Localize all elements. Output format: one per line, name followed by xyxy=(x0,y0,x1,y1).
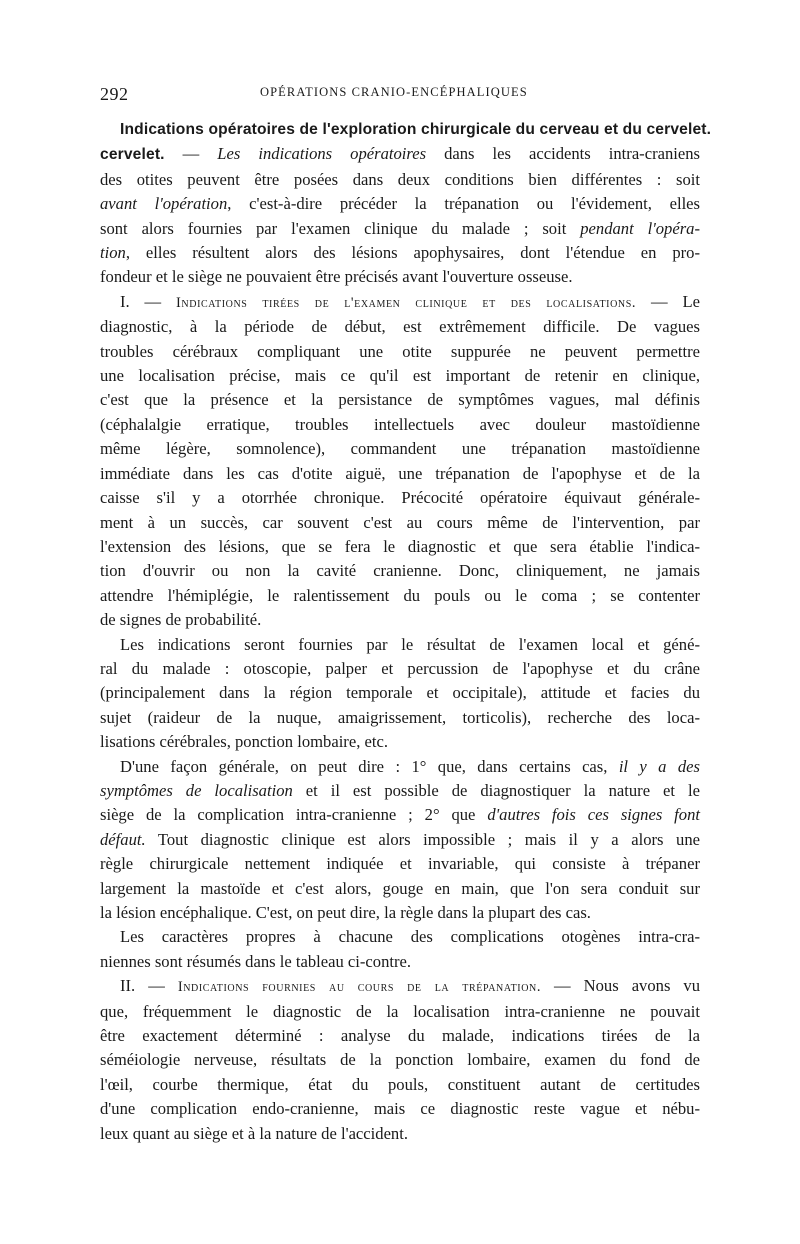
text-line: que, fréquemment le diagnostic de la localisation intra-cranienne ne pouvait xyxy=(100,1001,700,1021)
text-line: de signes de probabilité. xyxy=(100,610,262,630)
text-line: Les caractères propres à chacune des complications otogènes intra-cra- xyxy=(120,927,700,947)
text-line: II. — Indications fournies au cours de la trépanation. — Nous avons vu xyxy=(120,976,701,996)
text-line: leux quant au siège et à la nature de l'accident. xyxy=(100,1123,408,1143)
text-line: siège de la complication intra-cranienne ; 2° que d'autres fois ces signes font xyxy=(100,805,700,825)
text-line: sujet (raideur de la nuque, amaigrissement, torticolis), recherche des loca- xyxy=(100,707,700,727)
text-line: avant l'opération, c'est-à-dire précéder la trépanation ou l'évidement, elles xyxy=(100,194,701,214)
text-line: attendre l'hémiplégie, le ralentissement du pouls ou le coma ; se contenter xyxy=(100,585,700,605)
paragraph-indications-examen-clinique xyxy=(100,290,700,633)
section-heading: Indications opératoires de l'exploration chirurgicale du cerveau et du cervelet. xyxy=(120,121,712,138)
text-line: règle chirurgicale nettement indiquée et invariable, qui consiste à trépaner xyxy=(100,854,700,874)
text-line: lisations cérébrales, ponction lombaire, etc. xyxy=(100,732,388,752)
text-line: des otites peuvent être posées dans deux conditions bien différentes : soit xyxy=(100,169,700,189)
page-body xyxy=(100,117,712,1146)
text-line: c'est que la présence et la persistance de symptômes vagues, mal définis xyxy=(100,390,700,410)
text-line: cervelet. — Les indications opératoires dans les accidents intra-craniens xyxy=(100,144,700,164)
text-line: une localisation précise, mais ce qu'il est important de retenir en clinique, xyxy=(100,366,700,386)
text-line: diagnostic, à la période de début, est extrêmement difficile. De vagues xyxy=(100,317,700,337)
text-line: immédiate dans les cas d'otite aiguë, une trépanation de l'apophyse et de la xyxy=(100,463,700,483)
text-line: ment à un succès, car souvent c'est au cours même de l'intervention, par xyxy=(100,512,700,532)
paragraph-caracteres-propres xyxy=(100,925,700,974)
page-number: 292 xyxy=(100,84,129,104)
text-line: être exactement déterminé : analyse du malade, indications tirées de la xyxy=(100,1026,700,1046)
text-line: ral du malade : otoscopie, palper et percussion de l'apophyse et du crâne xyxy=(100,658,700,678)
text-line: troubles cérébraux compliquant une otite suppurée ne peuvent permettre xyxy=(100,341,700,361)
text-line: défaut. Tout diagnostic clinique est alors impossible ; mais il y a alors une xyxy=(100,829,700,849)
text-line: la lésion encéphalique. C'est, on peut dire, la règle dans la plupart des cas. xyxy=(100,903,591,922)
paragraph-indications-fournies xyxy=(100,633,700,755)
text-line: sont alors fournies par l'examen clinique du malade ; soit pendant l'opéra- xyxy=(100,218,700,238)
text-line: tion d'ouvrir ou non la cavité cranienne. Donc, cliniquement, ne jamais xyxy=(100,561,700,581)
text-line: (principalement dans la région temporale et occipitale), attitude et facies du xyxy=(100,683,700,703)
paragraph-indications-operatoires xyxy=(100,117,712,290)
text-line: l'extension des lésions, que se fera le diagnostic et que sera établie l'indica- xyxy=(100,536,700,556)
text-line xyxy=(100,117,712,142)
text-line: séméiologie nerveuse, résultats de la ponction lombaire, examen du fond de xyxy=(100,1050,700,1070)
text-line: fondeur et le siège ne pouvaient être précisés avant l'ouverture osseuse. xyxy=(100,267,573,287)
text-line: largement la mastoïde et c'est alors, gouge en main, que l'on sera conduit sur xyxy=(100,878,700,898)
paragraph-facon-generale xyxy=(100,755,700,926)
text-line: niennes sont résumés dans le tableau ci-contre. xyxy=(100,951,412,971)
text-line: (céphalalgie erratique, troubles intellectuels avec douleur mastoïdienne xyxy=(100,414,700,434)
paragraph-indications-trepanation xyxy=(100,974,700,1146)
text-line: d'une complication endo-cranienne, mais ce diagnostic reste vague et nébu- xyxy=(100,1099,700,1119)
page-header xyxy=(100,80,700,104)
text-line: symptômes de localisation et il est possible de diagnostiquer la nature et le xyxy=(100,780,700,800)
text-line: tion, elles résultent alors des lésions apophysaires, dont l'étendue en pro- xyxy=(100,243,700,263)
running-title: OPÉRATIONS CRANIO-ENCÉPHALIQUES xyxy=(260,85,528,99)
text-line: l'œil, courbe thermique, état du pouls, constituent autant de certitudes xyxy=(100,1074,700,1094)
subsection-title: Indications fournies au cours de la trépanation. xyxy=(177,979,542,996)
text-line: caisse s'il y a otorrhée chronique. Précocité opératoire équivaut générale- xyxy=(100,488,700,508)
text-line: même légère, somnolence), commandent une trépanation mastoïdienne xyxy=(100,439,700,459)
text-line: Les indications seront fournies par le résultat de l'examen local et géné- xyxy=(120,634,700,654)
text-line: I. — Indications tirées de l'examen clinique et des localisations. — Le xyxy=(120,291,700,311)
text-line: D'une façon générale, on peut dire : 1° que, dans certains cas, il y a des xyxy=(120,756,700,776)
subsection-title: Indications tirées de l'examen clinique et des localisations. xyxy=(176,294,637,311)
